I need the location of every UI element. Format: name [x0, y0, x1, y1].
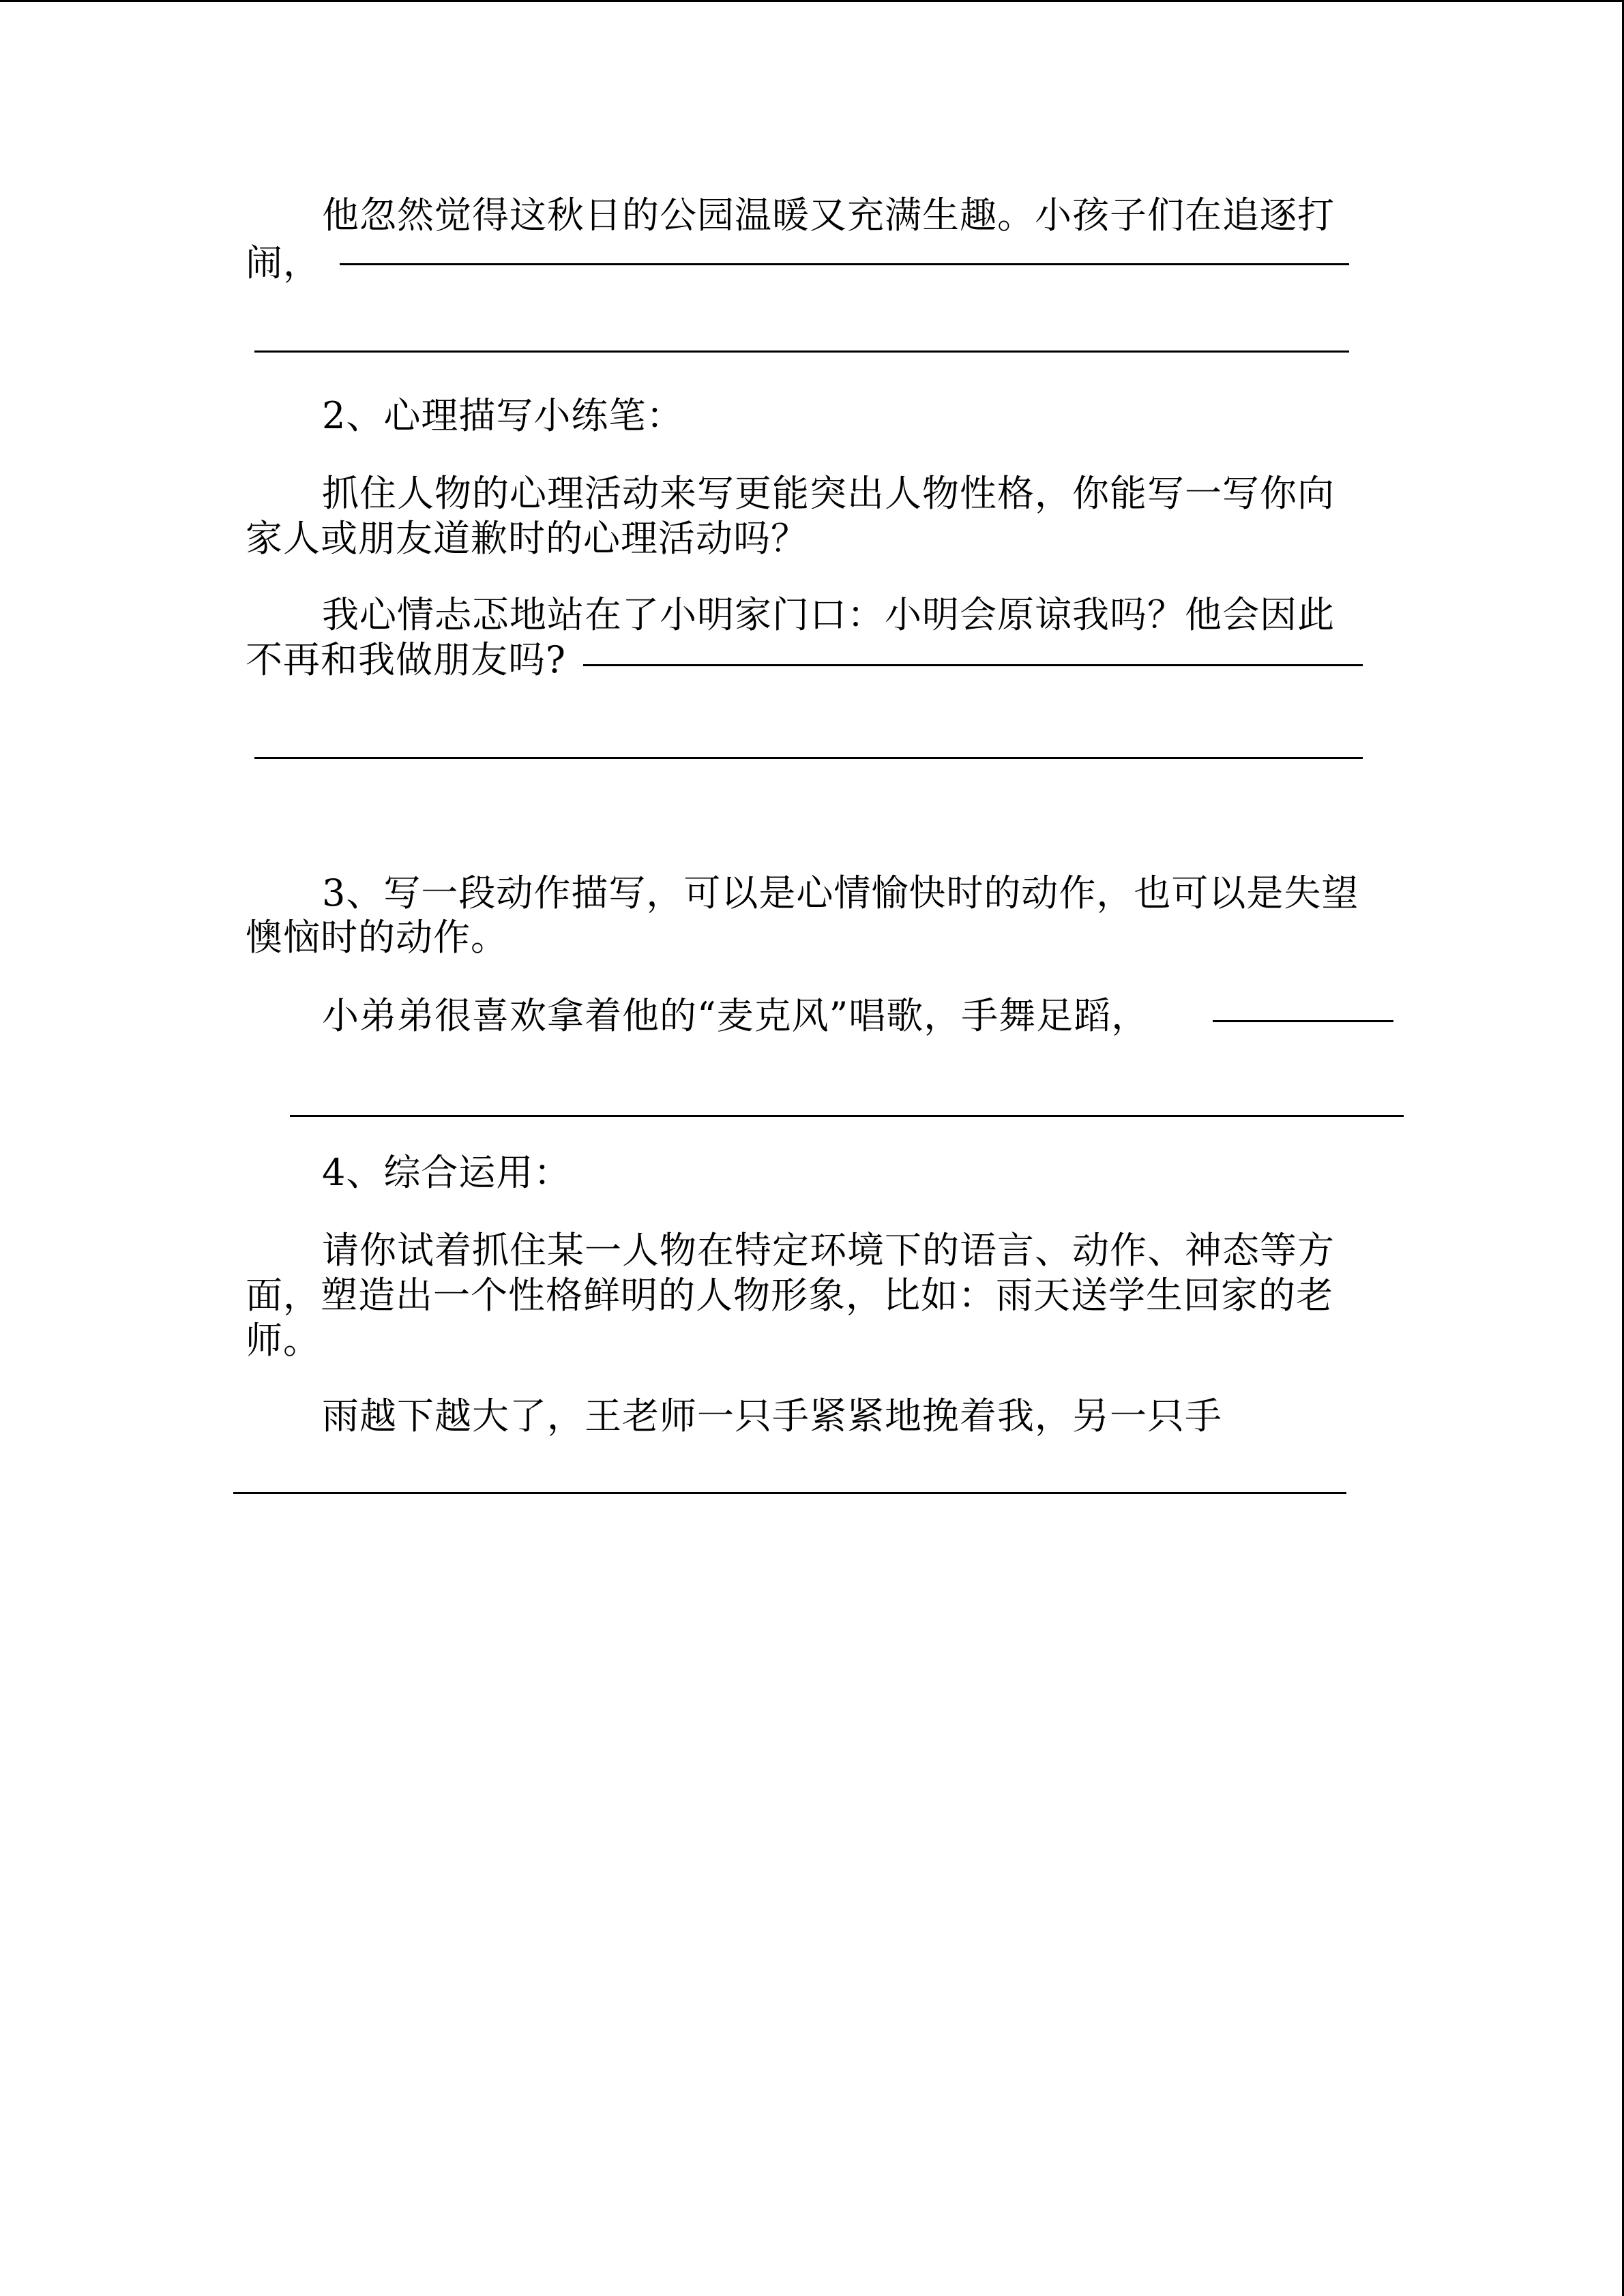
exercise-4-answer-line[interactable]: [233, 1492, 1346, 1494]
exercise-2-prompt-line-2: 家人或朋友道歉时的心理活动吗？: [246, 517, 808, 560]
exercise-1-answer-line-2[interactable]: [254, 351, 1349, 353]
exercise-2-starter-line-1: 我心情忐忑地站在了小明家门口：小明会原谅我吗？他会因此: [322, 593, 1335, 636]
exercise-3-answer-line-2[interactable]: [290, 1115, 1404, 1117]
exercise-4-prompt-line-2: 面，塑造出一个性格鲜明的人物形象，比如：雨天送学生回家的老: [246, 1274, 1333, 1317]
exercise-2-starter-line-2: 不再和我做朋友吗?: [246, 638, 566, 681]
exercise-2-answer-line-1[interactable]: [583, 664, 1363, 666]
exercise-4-starter: 雨越下越大了，王老师一只手紧紧地挽着我，另一只手: [322, 1395, 1222, 1437]
exercise-3-heading-line-1: 3、写一段动作描写，可以是心情愉快时的动作，也可以是失望: [322, 871, 1359, 914]
exercise-2-heading: 2、心理描写小练笔：: [322, 394, 684, 437]
page-top-border: [0, 0, 1624, 2]
exercise-1-text-line-2: 闹，: [246, 241, 321, 284]
exercise-2-answer-line-2[interactable]: [254, 757, 1363, 759]
exercise-3-starter: 小弟弟很喜欢拿着他的“麦克风”唱歌，手舞足蹈，: [322, 994, 1149, 1037]
exercise-1-text-line-1: 他忽然觉得这秋日的公园温暖又充满生趣。小孩子们在追逐打: [322, 194, 1335, 237]
exercise-3-heading-line-2: 懊恼时的动作。: [246, 916, 508, 959]
exercise-4-prompt-line-3: 师。: [246, 1319, 321, 1362]
exercise-1-answer-line-1[interactable]: [340, 263, 1349, 265]
exercise-2-prompt-line-1: 抓住人物的心理活动来写更能突出人物性格，你能写一写你向: [322, 472, 1335, 515]
exercise-3-answer-line-1[interactable]: [1213, 1020, 1393, 1022]
exercise-4-heading: 4、综合运用：: [322, 1151, 572, 1194]
exercise-4-prompt-line-1: 请你试着抓住某一人物在特定环境下的语言、动作、神态等方: [322, 1229, 1335, 1272]
